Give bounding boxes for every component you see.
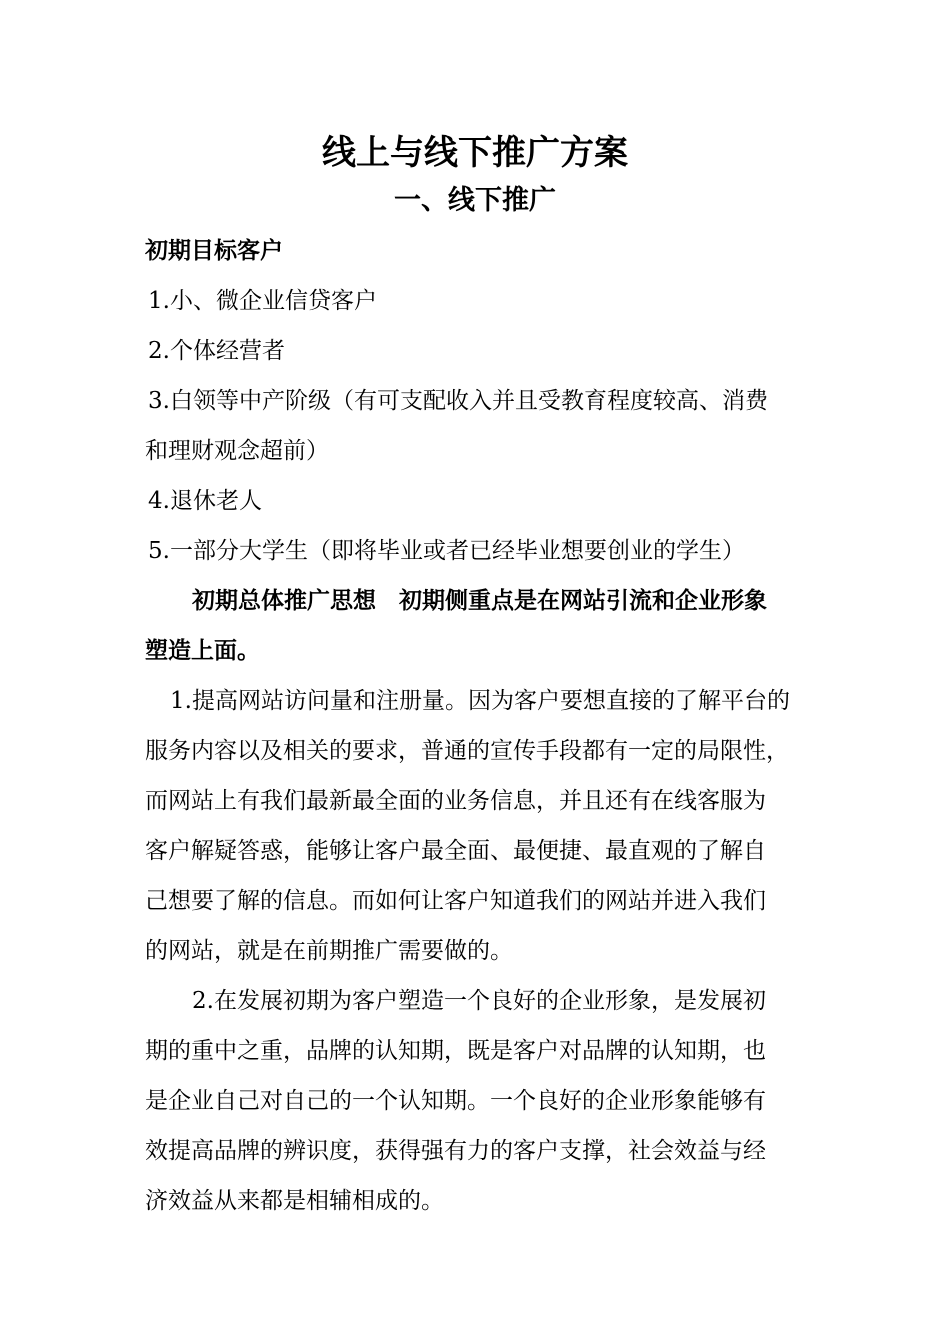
paragraph-line: 2.在发展初期为客户塑造一个良好的企业形象，是发展初: [192, 988, 766, 1014]
paragraph-line: 客户解疑答惑，能够让客户最全面、最便捷、最直观的了解自: [145, 838, 766, 864]
paragraph-line: 服务内容以及相关的要求，普通的宣传手段都有一定的局限性，: [145, 738, 789, 764]
paragraph-line: 的网站，就是在前期推广需要做的。: [145, 938, 513, 964]
document-title: 线上与线下推广方案: [322, 133, 628, 173]
paragraph-line: 期的重中之重，品牌的认知期，既是客户对品牌的认知期，也: [145, 1038, 766, 1064]
paragraph-line: 己想要了解的信息。而如何让客户知道我们的网站并进入我们: [145, 888, 766, 914]
section-heading: 一、线下推广: [394, 185, 556, 216]
target-customers-heading: 初期目标客户: [145, 237, 283, 264]
strategy-heading-continuation: 塑造上面。: [145, 637, 260, 664]
list-item: 5.一部分大学生（即将毕业或者已经毕业想要创业的学生）: [148, 538, 745, 564]
paragraph-line: 1.提高网站访问量和注册量。因为客户要想直接的了解平台的: [170, 688, 790, 714]
strategy-heading: 初期总体推广思想 初期侧重点是在网站引流和企业形象: [192, 587, 767, 614]
list-item: 1.小、微企业信贷客户: [148, 288, 377, 314]
paragraph-line: 而网站上有我们最新最全面的业务信息，并且还有在线客服为: [145, 788, 766, 814]
paragraph-line: 效提高品牌的辨识度，获得强有力的客户支撑，社会效益与经: [145, 1138, 766, 1164]
list-item: 4.退休老人: [148, 488, 262, 514]
list-item: 3.白领等中产阶级（有可支配收入并且受教育程度较高、消费: [148, 388, 768, 414]
list-item: 2.个体经营者: [148, 338, 285, 364]
list-item-continuation: 和理财观念超前）: [145, 438, 329, 464]
paragraph-line: 济效益从来都是相辅相成的。: [145, 1188, 444, 1214]
paragraph-line: 是企业自己对自己的一个认知期。一个良好的企业形象能够有: [145, 1088, 766, 1114]
